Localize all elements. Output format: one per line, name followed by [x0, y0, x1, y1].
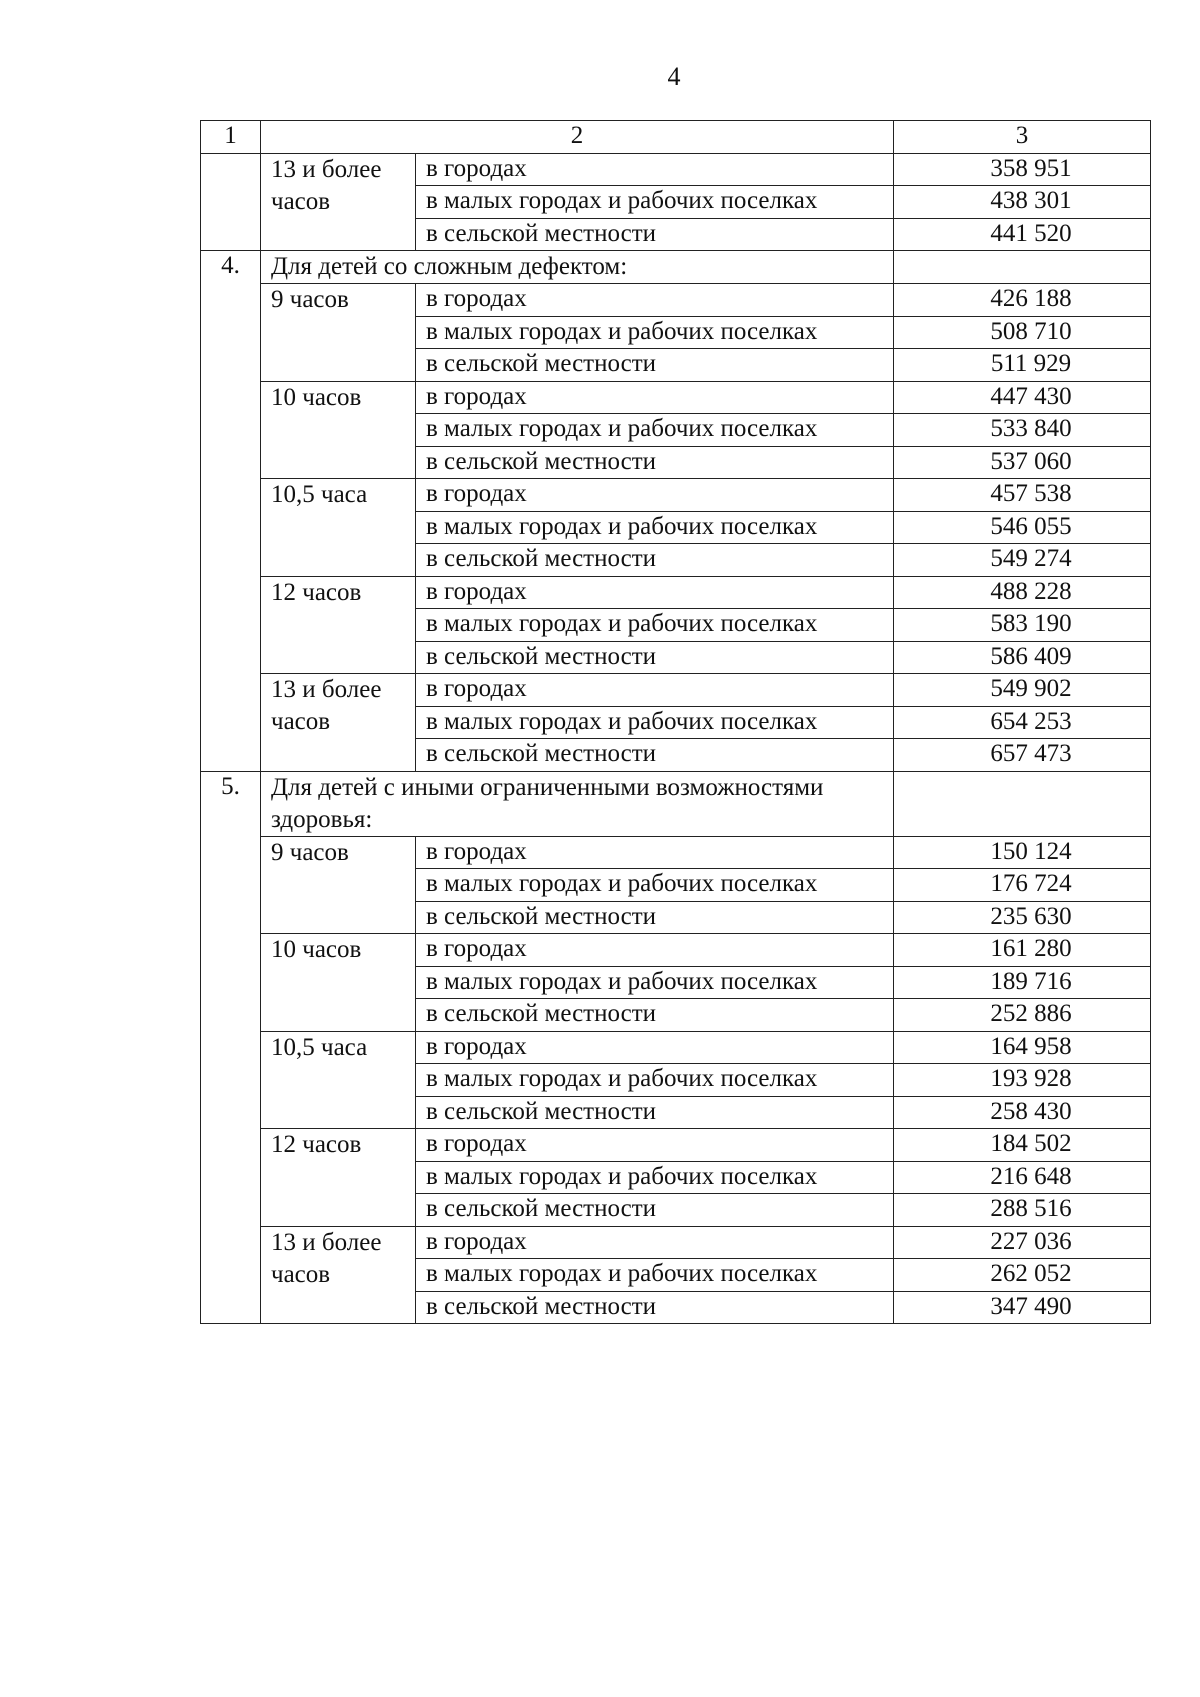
- table-body: [201, 121, 1151, 1324]
- location-cell: в малых городах и рабочих поселках: [416, 706, 894, 739]
- header-col-3: 3: [894, 121, 1151, 154]
- location-cell: в городах: [416, 1226, 894, 1259]
- amount-cell: 216 648: [894, 1161, 1151, 1194]
- location-cell: в городах: [416, 674, 894, 707]
- amount-cell: 258 430: [894, 1096, 1151, 1129]
- duration-cell: 13 и более часов: [261, 674, 416, 772]
- amount-cell: 457 538: [894, 479, 1151, 512]
- location-cell: в малых городах и рабочих поселках: [416, 316, 894, 349]
- location-cell: в городах: [416, 576, 894, 609]
- amount-cell: 164 958: [894, 1031, 1151, 1064]
- location-cell: в городах: [416, 153, 894, 186]
- location-cell: в городах: [416, 284, 894, 317]
- amount-cell: 447 430: [894, 381, 1151, 414]
- amount-cell: 161 280: [894, 934, 1151, 967]
- amount-cell: 176 724: [894, 869, 1151, 902]
- location-cell: в сельской местности: [416, 1291, 894, 1324]
- amount-cell: 508 710: [894, 316, 1151, 349]
- amount-cell: 189 716: [894, 966, 1151, 999]
- duration-cell: 10,5 часа: [261, 479, 416, 577]
- amount-cell: 150 124: [894, 836, 1151, 869]
- duration-cell: 13 и более часов: [261, 1226, 416, 1324]
- amount-cell: 654 253: [894, 706, 1151, 739]
- section-title-row: [201, 771, 1151, 836]
- amount-cell: 441 520: [894, 218, 1151, 251]
- amount-cell: 546 055: [894, 511, 1151, 544]
- duration-cell: 10 часов: [261, 934, 416, 1032]
- amount-cell: 193 928: [894, 1064, 1151, 1097]
- location-cell: в малых городах и рабочих поселках: [416, 1161, 894, 1194]
- section-title: Для детей со сложным дефектом:: [261, 251, 894, 284]
- amount-cell: 537 060: [894, 446, 1151, 479]
- location-cell: в малых городах и рабочих поселках: [416, 869, 894, 902]
- location-cell: в сельской местности: [416, 739, 894, 772]
- table-row: [201, 153, 1151, 186]
- amount-cell: 549 902: [894, 674, 1151, 707]
- location-cell: в сельской местности: [416, 641, 894, 674]
- table-header-row: [201, 121, 1151, 154]
- duration-cell: 10 часов: [261, 381, 416, 479]
- section-number: 5.: [201, 771, 261, 1324]
- location-cell: в городах: [416, 1031, 894, 1064]
- amount-cell: 358 951: [894, 153, 1151, 186]
- table-row: [201, 1129, 1151, 1162]
- section-number: 4.: [201, 251, 261, 772]
- location-cell: в малых городах и рабочих поселках: [416, 186, 894, 219]
- section-number-cell-empty: [201, 153, 261, 251]
- amount-cell: 511 929: [894, 349, 1151, 382]
- duration-cell: 12 часов: [261, 576, 416, 674]
- amount-cell: 438 301: [894, 186, 1151, 219]
- amount-cell: 262 052: [894, 1259, 1151, 1292]
- amount-cell-empty: [894, 771, 1151, 836]
- header-col-2: 2: [261, 121, 894, 154]
- table-row: [201, 284, 1151, 317]
- amount-cell: 347 490: [894, 1291, 1151, 1324]
- amount-cell: 657 473: [894, 739, 1151, 772]
- amount-cell: 252 886: [894, 999, 1151, 1032]
- location-cell: в сельской местности: [416, 1194, 894, 1227]
- table-row: [201, 1031, 1151, 1064]
- amount-cell: 549 274: [894, 544, 1151, 577]
- amount-cell: 184 502: [894, 1129, 1151, 1162]
- table-row: [201, 576, 1151, 609]
- location-cell: в сельской местности: [416, 901, 894, 934]
- table-row: [201, 1226, 1151, 1259]
- amount-cell: 235 630: [894, 901, 1151, 934]
- header-col-1: 1: [201, 121, 261, 154]
- location-cell: в малых городах и рабочих поселках: [416, 609, 894, 642]
- duration-cell: 9 часов: [261, 836, 416, 934]
- section-title: Для детей с иными ограниченными возможностями здоровья:: [261, 771, 894, 836]
- duration-cell: 9 часов: [261, 284, 416, 382]
- location-cell: в малых городах и рабочих поселках: [416, 1064, 894, 1097]
- amount-cell: 488 228: [894, 576, 1151, 609]
- location-cell: в сельской местности: [416, 1096, 894, 1129]
- table-row: [201, 674, 1151, 707]
- duration-cell: 10,5 часа: [261, 1031, 416, 1129]
- location-cell: в городах: [416, 381, 894, 414]
- section-title-row: [201, 251, 1151, 284]
- page-number: 4: [667, 62, 681, 91]
- location-cell: в малых городах и рабочих поселках: [416, 414, 894, 447]
- location-cell: в малых городах и рабочих поселках: [416, 511, 894, 544]
- table-row: [201, 934, 1151, 967]
- amount-cell: 583 190: [894, 609, 1151, 642]
- location-cell: в сельской местности: [416, 446, 894, 479]
- table-row: [201, 479, 1151, 512]
- location-cell: в городах: [416, 1129, 894, 1162]
- location-cell: в сельской местности: [416, 544, 894, 577]
- duration-cell: 13 и более часов: [261, 153, 416, 251]
- duration-cell: 12 часов: [261, 1129, 416, 1227]
- location-cell: в городах: [416, 934, 894, 967]
- location-cell: в сельской местности: [416, 218, 894, 251]
- amount-cell: 227 036: [894, 1226, 1151, 1259]
- location-cell: в малых городах и рабочих поселках: [416, 1259, 894, 1292]
- amount-cell-empty: [894, 251, 1151, 284]
- table-row: [201, 381, 1151, 414]
- amount-cell: 586 409: [894, 641, 1151, 674]
- amount-cell: 426 188: [894, 284, 1151, 317]
- table-row: [201, 836, 1151, 869]
- amount-cell: 288 516: [894, 1194, 1151, 1227]
- location-cell: в городах: [416, 479, 894, 512]
- location-cell: в городах: [416, 836, 894, 869]
- location-cell: в сельской местности: [416, 349, 894, 382]
- location-cell: в сельской местности: [416, 999, 894, 1032]
- location-cell: в малых городах и рабочих поселках: [416, 966, 894, 999]
- amount-cell: 533 840: [894, 414, 1151, 447]
- tariff-table: [200, 120, 1151, 1324]
